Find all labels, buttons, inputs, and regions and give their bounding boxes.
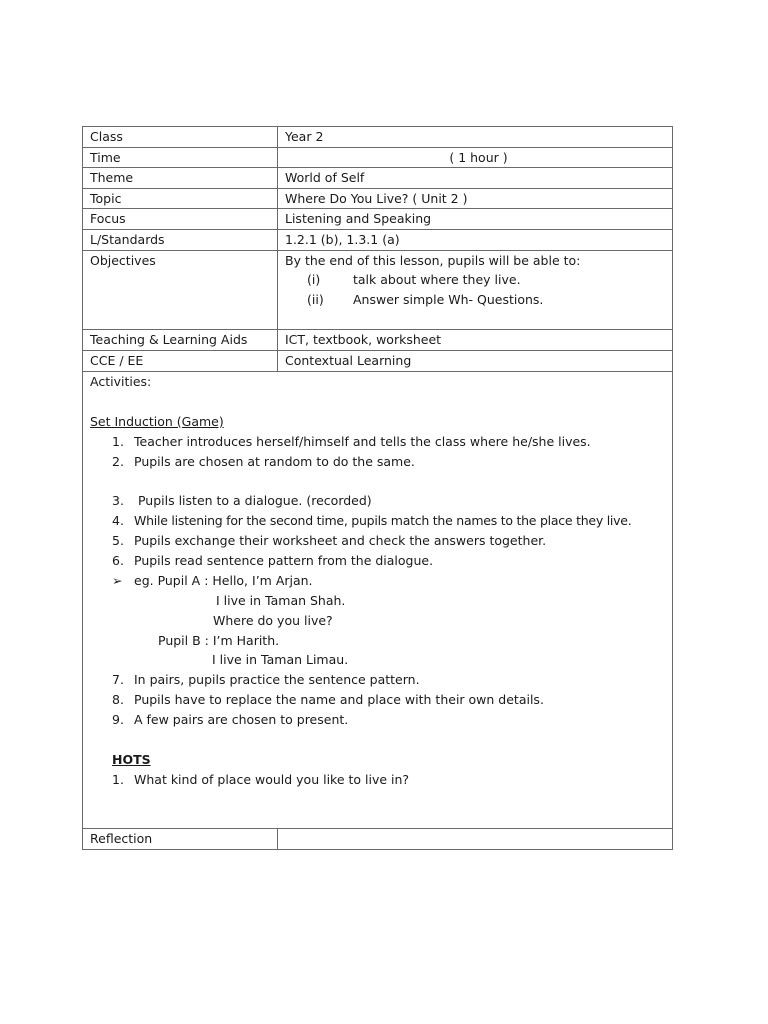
row-topic bbox=[83, 189, 673, 209]
activity-step bbox=[90, 491, 672, 511]
activities-heading: Activities: bbox=[90, 374, 152, 389]
dialogue-text: Where do you live? bbox=[213, 612, 333, 628]
cce-value: Contextual Learning bbox=[278, 351, 673, 372]
row-time bbox=[83, 148, 673, 168]
dialogue-line bbox=[90, 631, 672, 651]
hots-heading: HOTS bbox=[112, 751, 151, 767]
reflection-value bbox=[278, 829, 673, 850]
aids-label: Teaching & Learning Aids bbox=[83, 330, 278, 351]
step-text: Pupils listen to a dialogue. (recorded) bbox=[134, 493, 372, 509]
step-number: 1. bbox=[112, 433, 124, 449]
class-label: Class bbox=[83, 127, 278, 148]
step-text: Teacher introduces herself/himself and tells the class where he/she lives. bbox=[134, 433, 591, 449]
row-class bbox=[83, 127, 673, 148]
dialogue-text: Pupil B : I’m Harith. bbox=[158, 632, 280, 648]
step-text: Pupils exchange their worksheet and check the answers together. bbox=[134, 533, 547, 549]
objective-number: (i) bbox=[307, 272, 321, 287]
reflection-label: Reflection bbox=[83, 829, 278, 850]
step-number: 2. bbox=[112, 453, 124, 469]
activity-step bbox=[90, 710, 672, 730]
theme-label: Theme bbox=[83, 168, 278, 189]
row-standards bbox=[83, 230, 673, 251]
dialogue-text: I live in Taman Shah. bbox=[216, 592, 346, 608]
step-text: A few pairs are chosen to present. bbox=[134, 712, 349, 728]
dialogue-line bbox=[90, 611, 672, 631]
activities-cell bbox=[83, 372, 673, 829]
objective-item bbox=[285, 270, 672, 290]
step-number: 3. bbox=[112, 493, 124, 509]
dialogue-line bbox=[90, 571, 672, 591]
theme-value: World of Self bbox=[278, 168, 673, 189]
aids-value: ICT, textbook, worksheet bbox=[278, 330, 673, 351]
objectives-intro: By the end of this lesson, pupils will be able to: bbox=[285, 253, 581, 268]
step-number: 5. bbox=[112, 533, 124, 549]
activity-step bbox=[90, 432, 672, 452]
arrow-bullet-icon: ➢ bbox=[112, 572, 123, 588]
step-number: 9. bbox=[112, 712, 124, 728]
step-number: 8. bbox=[112, 692, 124, 708]
topic-label: Topic bbox=[83, 189, 278, 209]
activity-step bbox=[90, 690, 672, 710]
step-text: Pupils read sentence pattern from the dialogue. bbox=[134, 553, 434, 569]
row-objectives bbox=[83, 251, 673, 330]
standards-label: L/Standards bbox=[83, 230, 278, 251]
objective-text: talk about where they live. bbox=[353, 272, 521, 287]
row-reflection bbox=[83, 829, 673, 850]
activity-step bbox=[90, 670, 672, 690]
objectives-label: Objectives bbox=[83, 251, 278, 330]
row-theme bbox=[83, 168, 673, 189]
activity-step bbox=[90, 511, 672, 531]
dialogue-text: eg. Pupil A : Hello, I’m Arjan. bbox=[134, 572, 313, 588]
lesson-plan-table bbox=[82, 126, 673, 850]
objective-text: Answer simple Wh- Questions. bbox=[353, 292, 544, 307]
hots-text: What kind of place would you like to live in? bbox=[134, 771, 410, 787]
hots-number: 1. bbox=[112, 771, 124, 787]
step-number: 4. bbox=[112, 513, 124, 529]
focus-label: Focus bbox=[83, 209, 278, 230]
dialogue-line bbox=[90, 591, 672, 611]
objective-item bbox=[285, 290, 672, 310]
step-text: Pupils have to replace the name and place with their own details. bbox=[134, 692, 544, 708]
objectives-value bbox=[278, 251, 673, 330]
hots-question bbox=[90, 770, 672, 790]
activity-step bbox=[90, 531, 672, 551]
step-number: 7. bbox=[112, 672, 124, 688]
topic-value: Where Do You Live? ( Unit 2 ) bbox=[278, 189, 673, 209]
row-activities bbox=[83, 372, 673, 829]
row-aids bbox=[83, 330, 673, 351]
focus-value: Listening and Speaking bbox=[278, 209, 673, 230]
row-focus bbox=[83, 209, 673, 230]
standards-value: 1.2.1 (b), 1.3.1 (a) bbox=[278, 230, 673, 251]
class-value: Year 2 bbox=[278, 127, 673, 148]
step-text: Pupils are chosen at random to do the same. bbox=[134, 453, 415, 469]
dialogue-line bbox=[90, 650, 672, 670]
dialogue-text: I live in Taman Limau. bbox=[212, 652, 349, 668]
row-cce bbox=[83, 351, 673, 372]
step-number: 6. bbox=[112, 553, 124, 569]
objective-number: (ii) bbox=[307, 292, 324, 307]
step-text: While listening for the second time, pupils match the names to the place they live. bbox=[134, 513, 632, 529]
activity-step bbox=[90, 452, 672, 472]
set-induction-heading: Set Induction (Game) bbox=[90, 413, 224, 429]
step-text: In pairs, pupils practice the sentence pattern. bbox=[134, 672, 420, 688]
time-label: Time bbox=[83, 148, 278, 168]
cce-label: CCE / EE bbox=[83, 351, 278, 372]
activity-step bbox=[90, 551, 672, 571]
time-value: ( 1 hour ) bbox=[278, 148, 673, 168]
